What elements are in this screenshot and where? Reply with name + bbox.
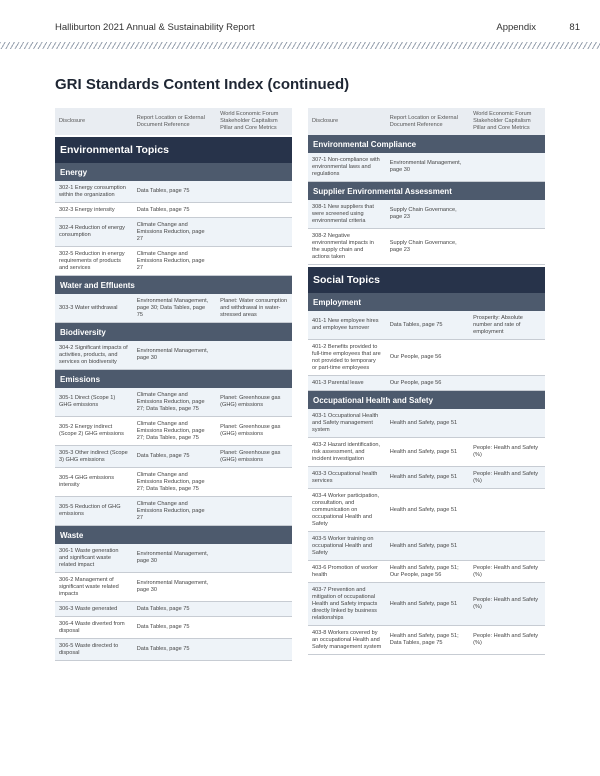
section-heading: Water and Effluents bbox=[55, 276, 292, 294]
section-heading: Supplier Environmental Assessment bbox=[308, 182, 545, 200]
page-number: 81 bbox=[569, 22, 580, 33]
report-location-cell bbox=[386, 438, 469, 466]
report-location-cell bbox=[386, 561, 469, 582]
column-header-wef-metrics: World Economic Forum Stakeholder Capitalism Pillar and Core Metrics bbox=[473, 111, 532, 131]
report-location: Environmental Management, page 30 bbox=[389, 160, 462, 173]
report-location-cell bbox=[133, 218, 216, 246]
disclosure-cell bbox=[308, 229, 386, 264]
wef-metric-cell bbox=[469, 409, 545, 437]
disclosure: 403-3 Occupational health services bbox=[312, 470, 378, 484]
column-header-report-location-cell bbox=[133, 108, 216, 135]
disclosure: 306-1 Waste generation and significant waste related impact bbox=[59, 547, 119, 568]
report-location: Climate Change and Emissions Reduction, page 27; Data Tables, page 75 bbox=[136, 471, 205, 492]
report-location: Health and Safety, page 51 bbox=[389, 474, 458, 480]
report-location: Data Tables, page 75 bbox=[136, 453, 190, 459]
table-header bbox=[55, 108, 292, 135]
disclosure-cell bbox=[55, 341, 133, 369]
disclosure-cell bbox=[308, 340, 386, 375]
table-row bbox=[55, 218, 292, 247]
wef-metric-cell bbox=[216, 247, 292, 275]
wef-metric: People: Health and Safety (%) bbox=[473, 597, 539, 610]
disclosure: 403-5 Worker training on occupational Health and Safety bbox=[312, 535, 374, 556]
table-row bbox=[308, 467, 545, 489]
report-location: Climate Change and Emissions Reduction, page 27 bbox=[136, 500, 205, 521]
section-heading: Environmental Compliance bbox=[308, 135, 545, 153]
disclosure: 302-5 Reduction in energy requirements of products and services bbox=[59, 250, 125, 271]
report-location-cell bbox=[133, 203, 216, 217]
report-location: Data Tables, page 75 bbox=[136, 605, 190, 612]
wef-metric-cell bbox=[469, 376, 545, 390]
disclosure-cell bbox=[308, 467, 386, 488]
column-header-disclosure-cell bbox=[55, 108, 133, 135]
table-row bbox=[55, 446, 292, 468]
disclosure-cell bbox=[55, 573, 133, 601]
disclosure-cell bbox=[55, 181, 133, 202]
wef-metric-cell bbox=[216, 417, 292, 445]
disclosure-cell bbox=[55, 497, 133, 525]
table-row bbox=[308, 409, 545, 438]
disclosure: 305-3 Other indirect (Scope 3) GHG emissions bbox=[59, 449, 128, 463]
wef-metric-cell bbox=[469, 200, 545, 228]
disclosure-cell bbox=[308, 626, 386, 654]
report-location-cell bbox=[133, 573, 216, 601]
section-heading: Waste bbox=[55, 526, 292, 544]
report-location-cell bbox=[386, 153, 469, 181]
table-row bbox=[308, 438, 545, 467]
wef-metric: People: Health and Safety (%) bbox=[473, 633, 539, 646]
disclosure-cell bbox=[55, 417, 133, 445]
wef-metric-cell bbox=[216, 468, 292, 496]
disclosure-cell bbox=[55, 602, 133, 616]
table-row bbox=[55, 388, 292, 417]
report-location: Our People, page 56 bbox=[389, 379, 442, 386]
table-row bbox=[308, 200, 545, 229]
wef-metric-cell bbox=[469, 583, 545, 625]
disclosure: 305-4 GHG emissions intensity bbox=[59, 475, 115, 488]
column-header-disclosure-cell bbox=[308, 108, 386, 135]
report-location-cell bbox=[386, 311, 469, 339]
disclosure-cell bbox=[55, 617, 133, 638]
wef-metric-cell bbox=[216, 203, 292, 217]
report-location: Climate Change and Emissions Reduction, page 27; Data Tables, page 75 bbox=[136, 391, 205, 412]
disclosure: 403-2 Hazard identification, risk assessment, and incident investigation bbox=[312, 441, 381, 462]
table-row bbox=[308, 583, 545, 626]
report-location: Environmental Management, page 30 bbox=[136, 348, 209, 361]
report-location-cell bbox=[386, 583, 469, 625]
report-location: Health and Safety, page 51 bbox=[389, 542, 458, 549]
column-header-report-location-cell bbox=[386, 108, 469, 135]
table-header bbox=[308, 108, 545, 135]
disclosure: 306-2 Management of significant waste related impacts bbox=[59, 576, 119, 597]
wef-metric-cell bbox=[216, 294, 292, 322]
page-title: GRI Standards Content Index (continued) bbox=[55, 76, 350, 93]
disclosure-cell bbox=[308, 438, 386, 466]
report-location-cell bbox=[133, 497, 216, 525]
topic-heading: Environmental Topics bbox=[55, 137, 292, 163]
table-row bbox=[55, 341, 292, 370]
report-location: Data Tables, page 75 bbox=[136, 624, 190, 630]
column-header-disclosure: Disclosure bbox=[312, 118, 339, 124]
disclosure: 305-2 Energy indirect (Scope 2) GHG emissions bbox=[59, 424, 124, 437]
table-row bbox=[55, 181, 292, 203]
disclosure: 302-1 Energy consumption within the organization bbox=[59, 184, 126, 198]
report-location-cell bbox=[386, 376, 469, 390]
wef-metric-cell bbox=[469, 467, 545, 488]
report-location: Health and Safety, page 51 bbox=[389, 600, 458, 607]
disclosure-cell bbox=[55, 468, 133, 496]
right-index-table bbox=[308, 108, 545, 655]
topic-heading: Social Topics bbox=[308, 267, 545, 293]
column-header-wef-metrics-cell bbox=[469, 108, 545, 135]
section-heading: Biodiversity bbox=[55, 323, 292, 341]
report-location: Climate Change and Emissions Reduction, page 27 bbox=[136, 221, 205, 242]
table-row bbox=[308, 489, 545, 532]
disclosure: 403-8 Workers covered by an occupational Health and Safety management system bbox=[312, 629, 382, 650]
wef-metric-cell bbox=[216, 602, 292, 616]
wef-metric-cell bbox=[469, 153, 545, 181]
wef-metric-cell bbox=[469, 532, 545, 560]
wef-metric-cell bbox=[216, 497, 292, 525]
report-location-cell bbox=[386, 532, 469, 560]
disclosure: 308-2 Negative environmental impacts in the supply chain and actions taken bbox=[312, 232, 374, 260]
report-location-cell bbox=[133, 617, 216, 638]
disclosure-cell bbox=[308, 489, 386, 531]
wef-metric: People: Health and Safety (%) bbox=[473, 445, 539, 458]
section-label: Appendix bbox=[496, 22, 536, 33]
report-location: Environmental Management, page 30 bbox=[136, 580, 209, 593]
wef-metric: Planet: Greenhouse gas (GHG) emissions bbox=[220, 449, 281, 463]
column-header-wef-metrics-cell bbox=[216, 108, 292, 135]
wef-metric-cell bbox=[469, 489, 545, 531]
table-row bbox=[55, 203, 292, 218]
report-location: Climate Change and Emissions Reduction, page 27 bbox=[136, 250, 205, 271]
report-location-cell bbox=[133, 468, 216, 496]
table-row bbox=[55, 247, 292, 276]
section-heading: Energy bbox=[55, 163, 292, 181]
disclosure-cell bbox=[308, 409, 386, 437]
report-location-cell bbox=[133, 294, 216, 322]
disclosure: 306-4 Waste diverted from disposal bbox=[59, 620, 125, 634]
disclosure: 302-4 Reduction of energy consumption bbox=[59, 225, 125, 238]
disclosure-cell bbox=[55, 218, 133, 246]
report-location-cell bbox=[133, 602, 216, 616]
disclosure: 306-5 Waste directed to disposal bbox=[59, 642, 119, 656]
report-location-cell bbox=[386, 340, 469, 375]
wef-metric-cell bbox=[216, 617, 292, 638]
report-location: Our People, page 56 bbox=[389, 354, 442, 360]
report-location-cell bbox=[133, 247, 216, 275]
column-header-disclosure: Disclosure bbox=[59, 118, 86, 124]
wef-metric-cell bbox=[216, 573, 292, 601]
page-header bbox=[55, 22, 580, 33]
table-row bbox=[55, 639, 292, 661]
disclosure: 306-3 Waste generated bbox=[59, 605, 118, 612]
disclosure-cell bbox=[55, 294, 133, 322]
disclosure-cell bbox=[55, 639, 133, 660]
section-heading: Occupational Health and Safety bbox=[308, 391, 545, 409]
disclosure-cell bbox=[308, 561, 386, 582]
report-location: Data Tables, page 75 bbox=[136, 188, 190, 194]
wef-metric-cell bbox=[469, 340, 545, 375]
report-location: Health and Safety, page 51 bbox=[389, 448, 458, 455]
report-location: Environmental Management, page 30; Data Tables, page 75 bbox=[136, 297, 209, 318]
wef-metric-cell bbox=[469, 311, 545, 339]
report-location: Data Tables, page 75 bbox=[136, 206, 190, 213]
table-row bbox=[308, 229, 545, 265]
table-row bbox=[55, 294, 292, 323]
disclosure-cell bbox=[308, 153, 386, 181]
wef-metric-cell bbox=[216, 446, 292, 467]
column-header-wef-metrics: World Economic Forum Stakeholder Capitalism Pillar and Core Metrics bbox=[220, 111, 279, 131]
disclosure-cell bbox=[55, 247, 133, 275]
report-location: Health and Safety, page 51 bbox=[389, 506, 458, 513]
table-row bbox=[55, 617, 292, 639]
table-row bbox=[55, 468, 292, 497]
wef-metric-cell bbox=[216, 639, 292, 660]
disclosure: 403-4 Worker participation, consultation, and communication on occupational Health and Safety bbox=[312, 492, 380, 527]
disclosure: 304-2 Significant impacts of activities, products, and services on biodiversity bbox=[59, 344, 128, 365]
section-heading: Emissions bbox=[55, 370, 292, 388]
wef-metric: Planet: Greenhouse gas (GHG) emissions bbox=[220, 424, 281, 437]
disclosure: 305-5 Reduction of GHG emissions bbox=[59, 504, 121, 517]
wef-metric-cell bbox=[216, 544, 292, 572]
table-row bbox=[308, 340, 545, 376]
section-heading: Employment bbox=[308, 293, 545, 311]
hatched-divider bbox=[0, 42, 600, 49]
wef-metric-cell bbox=[216, 218, 292, 246]
table-row bbox=[55, 417, 292, 446]
wef-metric: People: Health and Safety (%) bbox=[473, 470, 539, 484]
disclosure: 401-1 New employee hires and employee turnover bbox=[312, 318, 379, 331]
wef-metric-cell bbox=[469, 626, 545, 654]
wef-metric: People: Health and Safety (%) bbox=[473, 564, 539, 578]
disclosure-cell bbox=[55, 544, 133, 572]
disclosure: 403-6 Promotion of worker health bbox=[312, 564, 378, 578]
wef-metric-cell bbox=[469, 561, 545, 582]
disclosure-cell bbox=[308, 532, 386, 560]
report-location-cell bbox=[386, 200, 469, 228]
column-header-report-location: Report Location or External Document Reference bbox=[389, 114, 458, 128]
report-location: Environmental Management, page 30 bbox=[136, 551, 209, 564]
disclosure-cell bbox=[308, 376, 386, 390]
left-index-table bbox=[55, 108, 292, 661]
report-location-cell bbox=[386, 626, 469, 654]
wef-metric-cell bbox=[469, 229, 545, 264]
disclosure: 403-7 Prevention and mitigation of occupational Health and Safety impacts directly linked by business relationships bbox=[312, 586, 378, 621]
wef-metric: Planet: Water consumption and withdrawal in water-stressed areas bbox=[220, 297, 288, 318]
wef-metric: Planet: Greenhouse gas (GHG) emissions bbox=[220, 395, 281, 408]
column-header-report-location: Report Location or External Document Reference bbox=[136, 114, 205, 128]
report-location: Health and Safety, page 51; Data Tables, page 75 bbox=[389, 633, 459, 646]
report-location-cell bbox=[133, 446, 216, 467]
report-location-cell bbox=[133, 639, 216, 660]
report-location-cell bbox=[386, 229, 469, 264]
disclosure-cell bbox=[308, 200, 386, 228]
report-location: Climate Change and Emissions Reduction, page 27; Data Tables, page 75 bbox=[136, 420, 205, 441]
disclosure: 401-3 Parental leave bbox=[312, 379, 364, 386]
report-location: Health and Safety, page 51; Our People, page 56 bbox=[389, 564, 459, 578]
report-title: Halliburton 2021 Annual & Sustainability Report bbox=[55, 22, 255, 33]
wef-metric-cell bbox=[216, 341, 292, 369]
table-row bbox=[308, 153, 545, 182]
disclosure-cell bbox=[55, 388, 133, 416]
disclosure: 305-1 Direct (Scope 1) GHG emissions bbox=[59, 395, 116, 408]
wef-metric-cell bbox=[216, 388, 292, 416]
wef-metric-cell bbox=[216, 181, 292, 202]
report-location-cell bbox=[386, 489, 469, 531]
disclosure-cell bbox=[308, 583, 386, 625]
report-location-cell bbox=[133, 417, 216, 445]
report-location: Data Tables, page 75 bbox=[136, 646, 190, 652]
report-location-cell bbox=[133, 544, 216, 572]
disclosure-cell bbox=[308, 311, 386, 339]
disclosure-cell bbox=[55, 446, 133, 467]
disclosure: 307-1 Non-compliance with environmental laws and regulations bbox=[312, 156, 380, 177]
report-location-cell bbox=[386, 409, 469, 437]
report-location: Data Tables, page 75 bbox=[389, 321, 443, 328]
disclosure: 308-1 New suppliers that were screened using environmental criteria bbox=[312, 203, 374, 224]
disclosure: 403-1 Occupational Health and Safety management system bbox=[312, 412, 379, 433]
table-row bbox=[55, 602, 292, 617]
report-location: Supply Chain Governance, page 23 bbox=[389, 239, 457, 253]
report-location: Health and Safety, page 51 bbox=[389, 419, 458, 426]
disclosure: 401-2 Benefits provided to full-time employees that are not provided to temporary or part-time employees bbox=[312, 343, 381, 371]
table-row bbox=[308, 561, 545, 583]
disclosure: 303-3 Water withdrawal bbox=[59, 304, 118, 311]
report-location-cell bbox=[133, 181, 216, 202]
wef-metric-cell bbox=[469, 438, 545, 466]
table-row bbox=[55, 544, 292, 573]
table-row bbox=[308, 626, 545, 655]
report-location-cell bbox=[386, 467, 469, 488]
report-location-cell bbox=[133, 341, 216, 369]
wef-metric: Prosperity: Absolute number and rate of employment bbox=[473, 314, 523, 335]
table-row bbox=[308, 376, 545, 391]
disclosure: 302-3 Energy intensity bbox=[59, 206, 115, 213]
table-row bbox=[308, 532, 545, 561]
report-location-cell bbox=[133, 388, 216, 416]
table-row bbox=[308, 311, 545, 340]
table-row bbox=[55, 573, 292, 602]
report-location: Supply Chain Governance, page 23 bbox=[389, 207, 457, 220]
table-row bbox=[55, 497, 292, 526]
disclosure-cell bbox=[55, 203, 133, 217]
